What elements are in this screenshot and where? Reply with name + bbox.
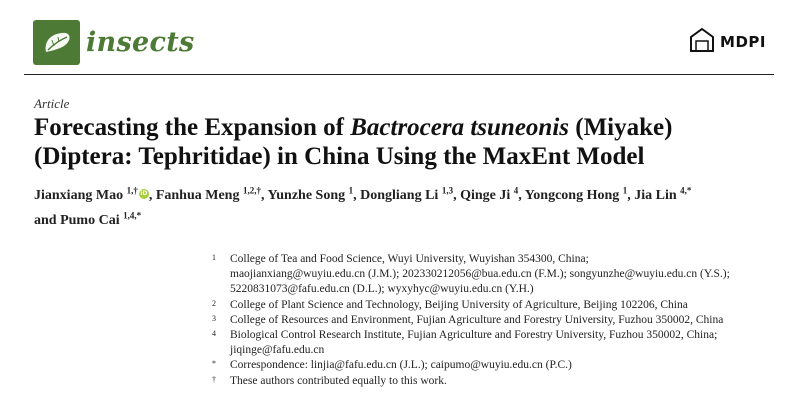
affiliation-line: Correspondence: linjia@fafu.edu.cn (J.L.); caipumo@wuyiu.edu.cn (P.C.): [230, 359, 572, 372]
affiliation-text: [230, 298, 782, 313]
paper-title: [34, 113, 774, 171]
header-divider: [24, 74, 774, 75]
author-affiliation-marker: 1: [622, 185, 628, 196]
affiliation-line: College of Plant Science and Technology, Beijing University of Agriculture, Beijing 102206, China: [230, 298, 688, 311]
insect-leaf-icon: [33, 20, 80, 65]
affiliation-item: [212, 252, 782, 298]
author-separator: and: [34, 213, 61, 228]
journal-logo: [33, 20, 194, 65]
author-affiliation-marker: 1,2,†: [242, 185, 261, 196]
affiliation-line: Biological Control Research Institute, Fujian Agriculture and Forestry University, Fuzhou 350002, China;: [230, 329, 718, 342]
author-name: Jia Lin: [634, 188, 677, 203]
affiliation-text: [230, 374, 782, 389]
affiliation-text: [230, 252, 782, 298]
publisher-name: MDPI: [720, 33, 766, 51]
author-affiliation-marker: 4,*: [680, 185, 692, 196]
title-part-1: Forecasting the Expansion of: [34, 114, 351, 141]
affiliation-item: [212, 358, 782, 373]
affiliation-item: [212, 298, 782, 313]
author-name: Yongcong Hong: [524, 188, 620, 203]
affiliation-text: [230, 313, 782, 328]
author-name: Yunzhe Song: [267, 188, 346, 203]
affiliation-text: [230, 328, 782, 358]
author-separator: ,: [518, 188, 525, 203]
mdpi-house-icon: [689, 27, 715, 57]
author-separator: ,: [148, 188, 156, 203]
author-name: Fanhua Meng: [155, 188, 240, 203]
affiliation-marker: 1: [212, 253, 216, 262]
author-separator: ,: [353, 188, 361, 203]
affiliation-item: [212, 328, 782, 358]
affiliation-line: These authors contributed equally to this work.: [230, 374, 447, 387]
affiliation-line: College of Resources and Environment, Fujian Agriculture and Forestry University, Fuzhou 350002, China: [230, 313, 724, 326]
orcid-icon[interactable]: iD: [140, 190, 148, 197]
author-affiliation-marker: 1: [348, 185, 354, 196]
affiliation-text: [230, 358, 782, 373]
affiliation-list: [212, 252, 782, 389]
author-separator: ,: [627, 188, 635, 203]
affiliation-marker: *: [212, 359, 216, 369]
author-name: Qinge Ji: [460, 188, 511, 203]
affiliation-marker: 4: [212, 329, 216, 339]
title-species: Bactrocera tsuneonis: [350, 114, 570, 141]
affiliation-item: [212, 374, 782, 389]
title-part-2: (Miyake) (Diptera: Tephritidae) in China Using the MaxEnt Model: [34, 114, 673, 170]
author-name: Jianxiang Mao: [34, 188, 124, 203]
affiliation-line: 5220831073@fafu.edu.cn (D.L.); wyxyhyc@wuyiu.edu.cn (Y.H.): [230, 283, 534, 296]
affiliation-marker: 2: [212, 298, 216, 308]
article-type: Article: [34, 96, 70, 111]
author-separator: ,: [260, 188, 268, 203]
affiliation-marker: 3: [212, 313, 216, 323]
author-name: Dongliang Li: [360, 188, 439, 203]
author-affiliation-marker: 1,3: [441, 185, 454, 196]
author-separator: ,: [453, 188, 461, 203]
author-name: Pumo Cai: [60, 213, 120, 228]
affiliation-line: maojianxiang@wuyiu.edu.cn (J.M.); 202330212056@bua.edu.cn (F.M.); songyunzhe@wuyiu.edu.cn (Y.S.);: [230, 268, 730, 281]
affiliation-marker: †: [212, 374, 216, 384]
affiliation-item: [212, 313, 782, 328]
publisher-logo: [689, 27, 766, 57]
author-affiliation-marker: 1,†: [126, 185, 138, 196]
journal-name: insects: [86, 27, 195, 58]
affiliation-line: jiqinge@fafu.edu.cn: [230, 344, 325, 357]
author-affiliation-marker: 4: [513, 185, 519, 196]
author-list: [34, 183, 774, 233]
affiliation-line: College of Tea and Food Science, Wuyi University, Wuyishan 354300, China;: [230, 253, 589, 265]
author-affiliation-marker: 1,4,*: [123, 210, 142, 221]
